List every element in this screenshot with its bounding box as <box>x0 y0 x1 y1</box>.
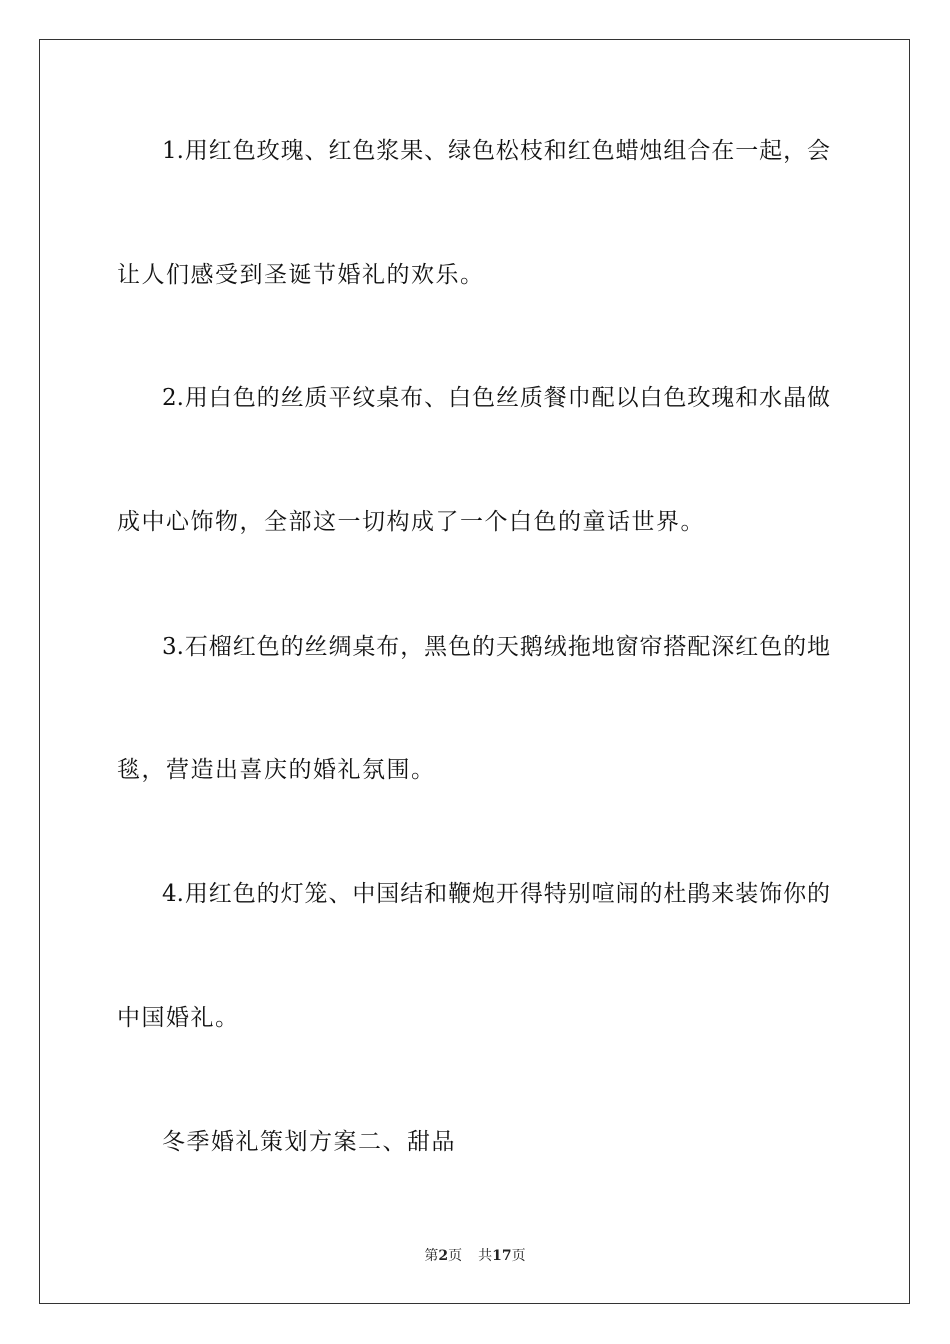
footer-total-prefix: 共 <box>478 1248 493 1264</box>
footer-page-number: 2 <box>438 1248 449 1264</box>
paragraph-3-line-2: 毯，营造出喜庆的婚礼氛围。 <box>117 757 436 783</box>
paragraph-4-line-1: 4.用红色的灯笼、中国结和鞭炮开得特别喧闹的杜鹃来装饰你的 <box>162 881 830 907</box>
page-frame <box>39 39 910 1304</box>
footer-total-suffix: 页 <box>511 1248 526 1264</box>
paragraph-1-line-1: 1.用红色玫瑰、红色浆果、绿色松枝和红色蜡烛组合在一起，会 <box>162 138 830 164</box>
paragraph-1-line-2: 让人们感受到圣诞节婚礼的欢乐。 <box>117 262 485 288</box>
paragraph-3-line-1: 3.石榴红色的丝绸桌布，黑色的天鹅绒拖地窗帘搭配深红色的地 <box>162 634 830 660</box>
section-heading: 冬季婚礼策划方案二、甜品 <box>162 1129 456 1155</box>
page-footer <box>0 1247 950 1265</box>
footer-page-prefix: 第 <box>424 1248 439 1264</box>
paragraph-2-line-1: 2.用白色的丝质平纹桌布、白色丝质餐巾配以白色玫瑰和水晶做 <box>162 385 830 411</box>
paragraph-2-line-2: 成中心饰物，全部这一切构成了一个白色的童话世界。 <box>117 509 705 535</box>
paragraph-4-line-2: 中国婚礼。 <box>117 1005 240 1031</box>
footer-total-pages: 17 <box>492 1248 512 1264</box>
footer-page-suffix: 页 <box>448 1248 463 1264</box>
